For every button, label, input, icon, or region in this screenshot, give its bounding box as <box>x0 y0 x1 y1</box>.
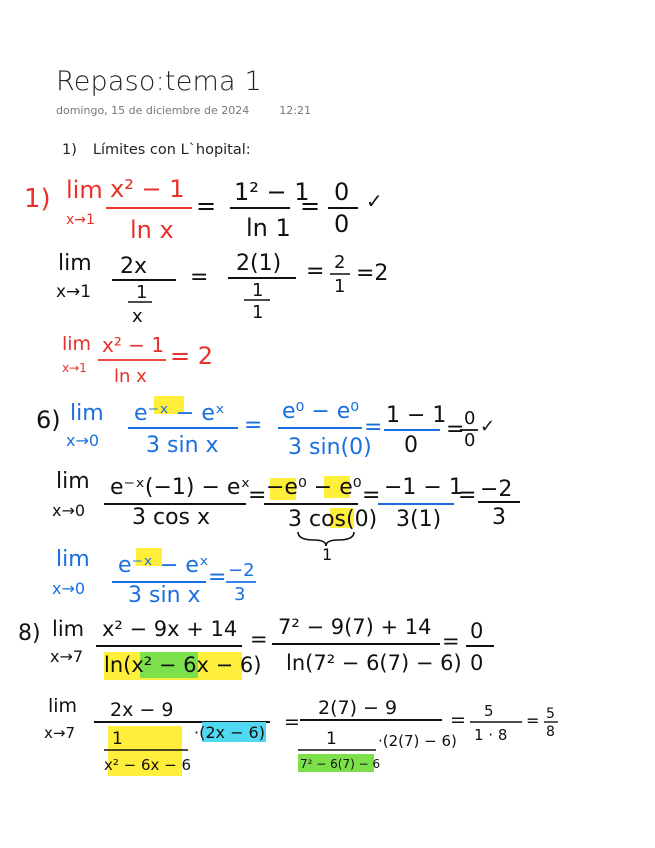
ex6-res-num: 0 <box>464 408 476 429</box>
ex8b-result-eq: = <box>526 711 540 730</box>
ex6-block <box>36 396 495 460</box>
page-title: Repaso:tema 1 <box>56 66 262 97</box>
ex6-sub: x→0 <box>66 431 100 450</box>
ex8-res-den: 0 <box>470 651 484 675</box>
ex8-sub: x→7 <box>50 647 84 666</box>
ex8b-eq1: = <box>284 711 300 733</box>
ex6b-res-num: −2 <box>480 477 513 502</box>
ex1c-den: ln x <box>114 366 147 387</box>
ex6c-res-num: −2 <box>228 560 255 581</box>
ex8b-sub: x→7 <box>44 724 75 742</box>
ex6-eq1: = <box>244 413 263 438</box>
ex1-step-den: ln 1 <box>246 214 291 242</box>
ex6b-brace <box>298 532 354 546</box>
ex1-num: x² − 1 <box>110 175 185 203</box>
ex1c-result: = 2 <box>170 342 214 370</box>
ex8-den: ln(x² − 6x − 6) <box>104 653 262 677</box>
ex8b-den-frac-num: 1 <box>112 729 123 749</box>
ex6c-num: e⁻ˣ − eˣ <box>118 553 209 578</box>
ex6b-step-den: 3 cos(0) <box>288 507 378 532</box>
ex6-den: 3 sin x <box>146 433 219 458</box>
ex1b-block <box>56 251 388 327</box>
ex8b-v-den: 1 · 8 <box>474 726 508 744</box>
ex1-res-num: 0 <box>334 178 350 206</box>
ex1-lim: lim <box>66 176 103 204</box>
ex6b-lim: lim <box>56 469 90 494</box>
ex1b-frac-num: 2 <box>334 252 346 273</box>
ex1-label: 1) <box>24 184 51 214</box>
ex1b-eq1: = <box>190 265 209 290</box>
ex6b-eq1: = <box>248 483 267 508</box>
ex1b-step-den-den: 1 <box>252 302 264 323</box>
ex6b-v-num: −1 − 1 <box>384 475 463 500</box>
ex8-eq1: = <box>250 627 268 651</box>
ex8-block <box>18 615 494 680</box>
ex1c-sub: x→1 <box>62 361 87 375</box>
ex8-lim: lim <box>52 617 85 641</box>
page-time: 12:21 <box>279 104 311 117</box>
ex8b-step-den-frac-den: 7² − 6(7) − 6 <box>300 757 381 771</box>
ex6b-brace-value: 1 <box>322 545 333 564</box>
ex1b-lim: lim <box>58 251 92 276</box>
ex6-num: e⁻ˣ − eˣ <box>134 401 225 426</box>
ex1b-den-den: x <box>132 306 143 327</box>
ex6c-res-den: 3 <box>234 584 246 605</box>
ex6b-eq2: = <box>362 483 381 508</box>
ex6c-den: 3 sin x <box>128 583 201 608</box>
ex6c-block <box>52 547 256 608</box>
ex6b-sub: x→0 <box>52 501 86 520</box>
ex8b-v-num: 5 <box>484 702 494 720</box>
ex1-eq2: = <box>300 192 321 220</box>
ex1b-den-num: 1 <box>136 282 148 303</box>
ex8-step-num: 7² − 9(7) + 14 <box>278 615 432 639</box>
section-number: 1) <box>62 142 77 158</box>
ex8-step-den: ln(7² − 6(7) − 6) <box>286 651 462 675</box>
ex8b-step-den-frac-num: 1 <box>326 729 337 749</box>
page-date: domingo, 15 de diciembre de 2024 <box>56 104 250 117</box>
ex6-check-icon: ✓ <box>480 416 496 437</box>
ex8b-eq2: = <box>450 709 466 731</box>
ex1b-step-den-num: 1 <box>252 280 264 301</box>
ex8-res-num: 0 <box>470 619 484 643</box>
ex1c-lim: lim <box>62 333 92 355</box>
ex6-eq2: = <box>364 415 383 440</box>
ex6-v-den: 0 <box>404 433 418 458</box>
ex6b-den: 3 cos x <box>132 505 211 530</box>
ex1-block <box>24 175 383 244</box>
ex1b-result: =2 <box>356 261 389 286</box>
ex6c-sub: x→0 <box>52 579 86 598</box>
ex8b-lim: lim <box>48 695 78 717</box>
ex8-num: x² − 9x + 14 <box>102 617 238 641</box>
ex8-eq2: = <box>442 629 460 653</box>
ex6-lim: lim <box>70 401 104 426</box>
ex8b-num: 2x − 9 <box>110 699 174 721</box>
ex1b-eq2: = <box>306 259 325 284</box>
ex1b-step-num: 2(1) <box>236 251 282 276</box>
ex6-step-den: 3 sin(0) <box>288 435 372 460</box>
ex1-res-den: 0 <box>334 210 350 238</box>
ex1-check-icon: ✓ <box>366 189 383 213</box>
ex6b-block <box>52 469 520 564</box>
ex8b-result-num: 5 <box>546 706 555 722</box>
ex6b-eq3: = <box>458 483 477 508</box>
ex6c-eq: = <box>208 565 227 590</box>
ex8b-den-frac-den: x² − 6x − 6 <box>104 756 192 774</box>
ex6b-v-den: 3(1) <box>396 507 442 532</box>
ex1-den: ln x <box>130 216 174 244</box>
ex1-eq1: = <box>196 192 217 220</box>
ex8b-block <box>44 695 558 776</box>
ex6-v-num: 1 − 1 <box>386 403 447 428</box>
ex6c-lim: lim <box>56 547 90 572</box>
ex6b-num: e⁻ˣ(−1) − eˣ <box>110 475 251 500</box>
ex1b-num: 2x <box>120 254 148 279</box>
ex8b-den-mult: ·(2x − 6) <box>194 723 265 742</box>
ex8b-step-num: 2(7) − 9 <box>318 697 398 719</box>
ex6b-step-num: −e⁰ − e⁰ <box>266 475 362 500</box>
ex8-label: 8) <box>18 621 41 646</box>
ex6-step-num: e⁰ − e⁰ <box>282 399 360 424</box>
ex6-res-den: 0 <box>464 430 476 451</box>
ex8b-result-den: 8 <box>546 724 555 740</box>
ex6b-res-den: 3 <box>492 505 506 530</box>
section-title: Límites con L`hopital: <box>92 142 251 158</box>
ex1c-block <box>62 333 213 387</box>
ex1-sub: x→1 <box>66 212 95 228</box>
ex1-step-num: 1² − 1 <box>234 178 310 206</box>
ex1b-frac-den: 1 <box>334 276 346 297</box>
ex6-eq3: = <box>446 417 465 442</box>
ex1c-num: x² − 1 <box>102 333 165 357</box>
ex6-label: 6) <box>36 406 61 434</box>
ex8b-step-den-mult: ·(2(7) − 6) <box>378 732 457 750</box>
ex1b-sub: x→1 <box>56 282 92 302</box>
